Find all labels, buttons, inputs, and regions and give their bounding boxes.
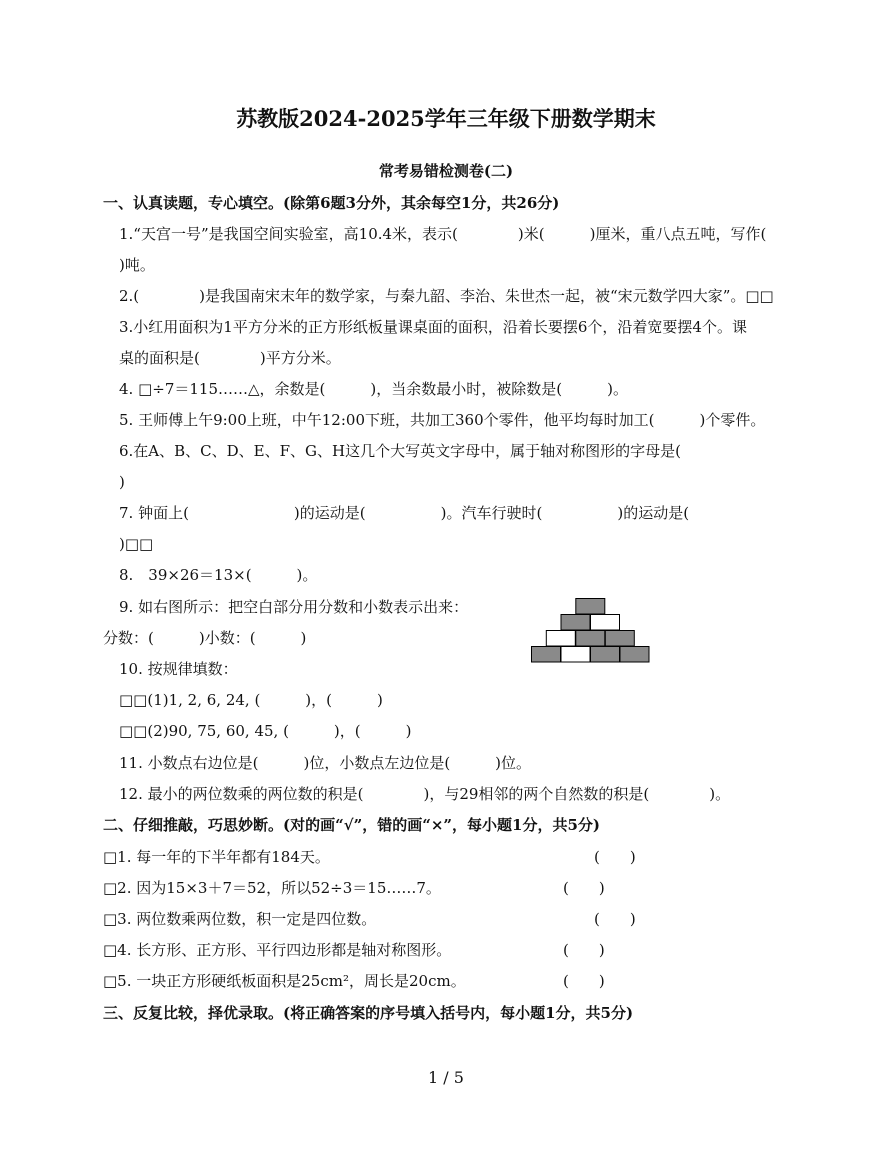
judge-item-1: □1. 每一年的下半年都有184天。 [103,848,330,866]
brick-shaded [532,647,561,663]
question-6-cont: ) [119,473,125,491]
judge-item-3: □3. 两位数乘两位数，积一定是四位数。 [103,910,377,928]
question-3-cont: 桌的面积是( )平方分米。 [119,349,341,367]
question-5: 5. 王师傅上午9:00上班，中午12:00下班，共加工360个零件，他平均每时加工( )个零件。 [119,411,766,429]
document-title: 苏教版2024-2025学年三年级下册数学期末 [236,106,656,131]
question-9: 9. 如右图所示：把空白部分用分数和小数表示出来： [119,598,469,616]
question-12: 12. 最小的两位数乘的两位数的积是( )，与29相邻的两个自然数的积是( )。 [119,785,731,803]
question-6: 6.在A、B、C、D、E、F、G、H这几个大写英文字母中，属于轴对称图形的字母是( [119,442,681,460]
judge-bracket-1: ( ) [594,848,636,866]
question-8: 8. 39×26＝13×( )。 [119,566,318,584]
brick-shaded [576,631,605,647]
brick-pyramid-figure [529,598,651,668]
brick-blank [546,631,575,647]
judge-bracket-4: ( ) [563,941,605,959]
judge-bracket-3: ( ) [594,910,636,928]
brick-blank [561,647,590,663]
question-7: 7. 钟面上( )的运动是( )。汽车行驶时( )的运动是( [119,504,690,522]
question-10-part-1: □□(1)1, 2, 6, 24, ( )，( ) [119,691,383,709]
brick-blank [591,615,620,631]
judge-bracket-2: ( ) [563,879,605,897]
brick-shaded [620,647,649,663]
judge-bracket-5: ( ) [563,972,605,990]
question-3: 3.小红用面积为1平方分米的正方形纸板量课桌面的面积，沿着长要摆6个，沿着宽要摆4个。课 [119,318,747,336]
brick-shaded [591,647,620,663]
question-10: 10. 按规律填数： [119,660,238,678]
brick-shaded [561,615,590,631]
page-number: 1 / 5 [428,1068,464,1087]
brick-shaded [605,631,634,647]
question-1-cont: )吨。 [119,256,155,274]
question-11: 11. 小数点右边位是( )位，小数点左边位是( )位。 [119,754,532,772]
section-2-heading: 二、仔细推敲，巧思妙断。(对的画“√”，错的画“×”，每小题1分，共5分) [103,816,601,834]
section-3-heading: 三、反复比较，择优录取。(将正确答案的序号填入括号内，每小题1分，共5分) [103,1004,634,1022]
question-7-cont: )□□ [119,535,154,553]
judge-item-4: □4. 长方形、正方形、平行四边形都是轴对称图形。 [103,941,452,959]
document-subtitle: 常考易错检测卷(二) [378,162,514,180]
judge-item-2: □2. 因为15×3＋7＝52，所以52÷3＝15……7。 [103,879,441,897]
section-1-heading: 一、认真读题，专心填空。(除第6题3分外，其余每空1分，共26分) [103,194,560,212]
question-4: 4. □÷7＝115……△，余数是( )，当余数最小时，被除数是( )。 [119,380,628,398]
judge-item-5: □5. 一块正方形硬纸板面积是25cm²，周长是20cm。 [103,972,466,990]
question-1: 1.“天宫一号”是我国空间实验室，高10.4米，表示( )米( )厘米，重八点五吨，写作( [119,225,767,243]
question-9-answer-line: 分数：( )小数：( ) [103,629,307,647]
brick-shaded [576,599,605,615]
question-2: 2.( )是我国南宋末年的数学家，与秦九韶、李治、朱世杰一起，被“宋元数学四大家”。□□ [119,287,774,305]
question-10-part-2: □□(2)90, 75, 60, 45, ( )，( ) [119,722,412,740]
